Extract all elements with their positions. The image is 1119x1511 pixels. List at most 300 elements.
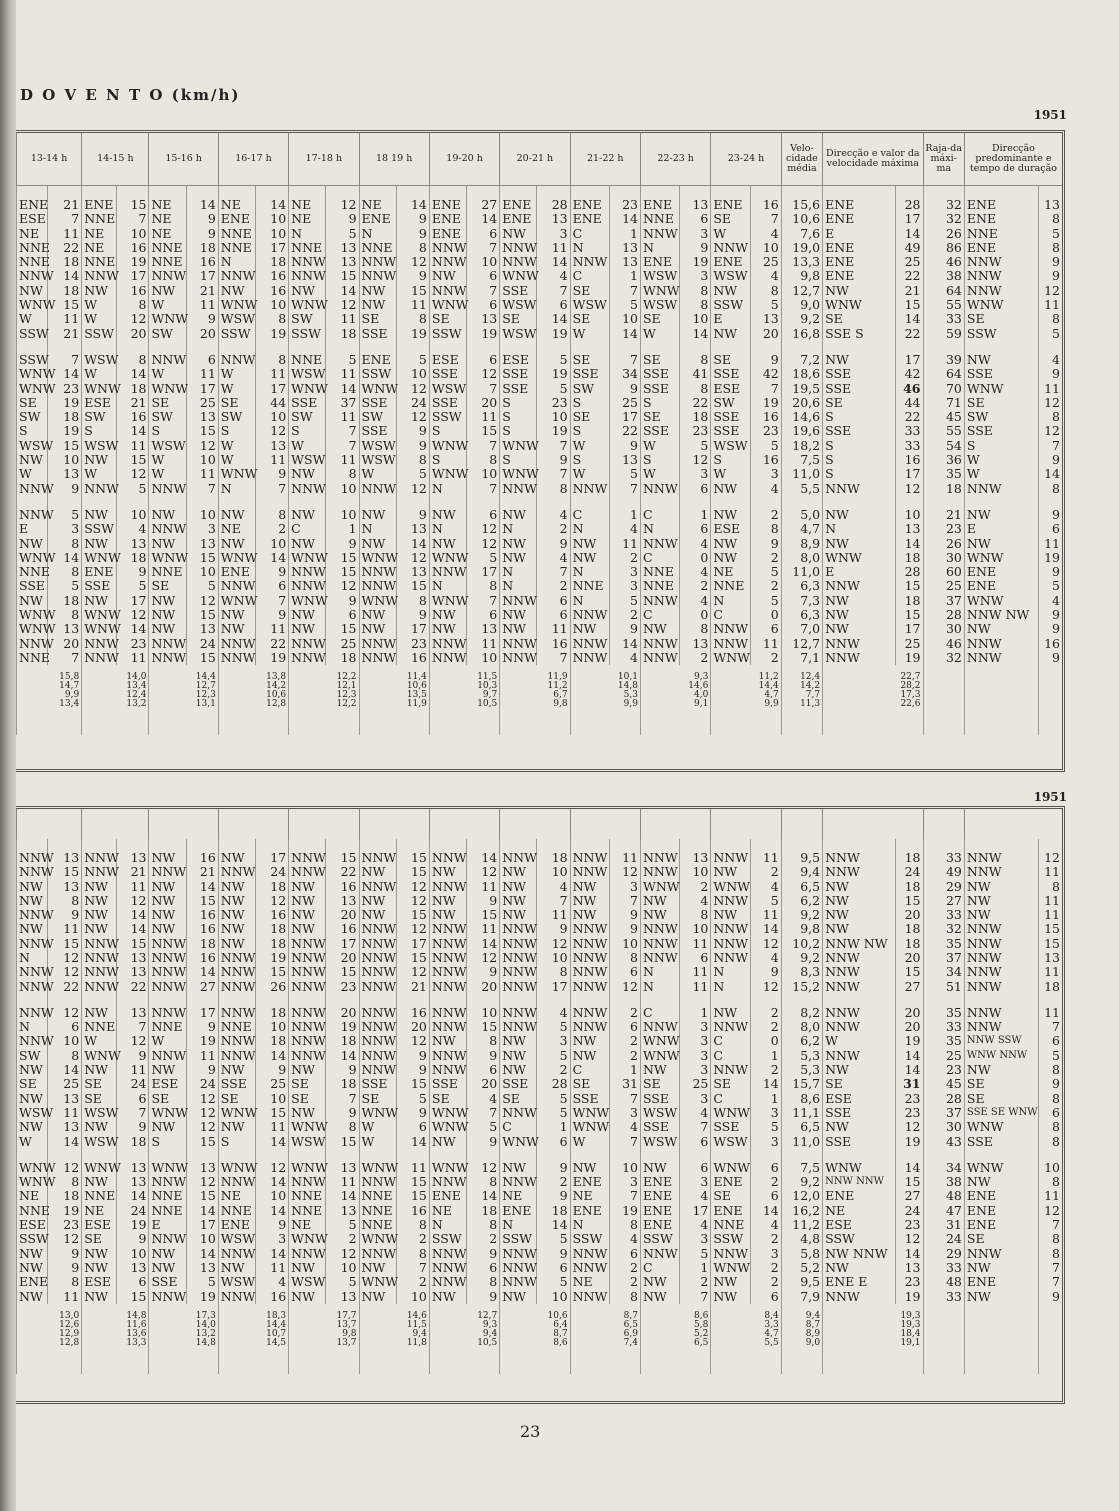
direction-cell: WSW	[82, 1106, 117, 1120]
direction-cell: W	[570, 1135, 609, 1149]
direction-cell: W	[711, 227, 750, 241]
direction-cell: N	[218, 255, 255, 269]
value-cell: 21	[117, 865, 149, 879]
table-row	[17, 1204, 1063, 1218]
direction-cell: S	[823, 439, 895, 453]
value-cell: 8,9	[781, 537, 822, 551]
direction-cell: WSW	[500, 298, 537, 312]
value-cell: 14	[467, 1189, 500, 1203]
value-cell: 7	[609, 894, 640, 908]
value-cell: 10	[537, 410, 570, 424]
direction-cell: WNW	[711, 651, 750, 665]
direction-cell: NE	[570, 1275, 609, 1289]
direction-cell: C	[711, 608, 750, 622]
value-cell: 5	[396, 1092, 429, 1106]
direction-cell: S	[500, 396, 537, 410]
value-cell: 23	[609, 198, 640, 212]
value-cell: 10	[117, 508, 149, 522]
value-cell: 15,6	[781, 198, 822, 212]
value-cell: 8,6	[781, 1092, 822, 1106]
direction-cell: NW	[17, 1063, 48, 1077]
direction-cell: NW	[359, 608, 396, 622]
empty-cell	[1039, 665, 1062, 735]
table-top	[16, 133, 1062, 735]
table-row	[17, 298, 1063, 312]
value-cell: 12	[117, 608, 149, 622]
value-cell: 19	[537, 424, 570, 438]
value-cell: 15	[186, 424, 218, 438]
value-cell: 9,2	[781, 951, 822, 965]
value-cell: 15	[396, 865, 429, 879]
table-row	[17, 467, 1063, 481]
direction-cell: SSE	[711, 367, 750, 381]
direction-cell: NNW	[359, 1049, 396, 1063]
value-cell: 11	[1039, 382, 1062, 396]
direction-cell: NW	[640, 1063, 679, 1077]
value-cell: 18,6	[781, 367, 822, 381]
direction-cell: NNW	[218, 637, 255, 651]
direction-cell: SE	[823, 312, 895, 326]
direction-cell: W	[149, 453, 186, 467]
direction-cell: C	[640, 1006, 679, 1020]
value-cell: 9	[609, 382, 640, 396]
value-cell: 11	[186, 1049, 218, 1063]
value-cell: 14	[895, 1161, 923, 1175]
direction-cell: WSW	[429, 382, 466, 396]
value-cell: 12	[467, 951, 500, 965]
direction-cell: SSE	[429, 1077, 466, 1091]
direction-cell: S	[218, 424, 255, 438]
direction-cell: NW	[500, 1063, 537, 1077]
direction-cell: NW	[570, 908, 609, 922]
direction-cell: SSW	[82, 327, 117, 341]
direction-cell: NNW	[964, 951, 1039, 965]
value-cell: 6	[467, 269, 500, 283]
value-cell: 18	[48, 255, 82, 269]
table-row	[17, 922, 1063, 936]
value-cell: 8	[1039, 241, 1062, 255]
value-cell: 13	[326, 1161, 359, 1175]
direction-cell: NNW	[500, 937, 537, 951]
direction-cell: NNW	[500, 637, 537, 651]
direction-cell: WNW	[640, 1034, 679, 1048]
value-cell: 13	[256, 439, 289, 453]
direction-cell: NNW	[500, 951, 537, 965]
value-cell: 25	[923, 579, 964, 593]
direction-cell: NNW	[711, 894, 750, 908]
direction-cell: NNE	[149, 241, 186, 255]
value-cell: 23	[537, 396, 570, 410]
direction-cell: NNW	[17, 937, 48, 951]
value-cell: 13	[609, 453, 640, 467]
average-value: 5,8	[694, 1319, 709, 1330]
direction-cell: NNW	[218, 1290, 255, 1304]
direction-cell: NW	[711, 1275, 750, 1289]
value-cell: 6	[396, 1120, 429, 1134]
direction-cell: NNE	[218, 1204, 255, 1218]
value-cell: 8	[396, 453, 429, 467]
direction-cell: ENE	[570, 1204, 609, 1218]
value-cell: 8	[117, 298, 149, 312]
value-cell: 16	[117, 284, 149, 298]
value-cell: 37	[326, 396, 359, 410]
value-cell: 1	[537, 1120, 570, 1134]
value-cell: 11	[326, 410, 359, 424]
value-cell: 2	[750, 579, 781, 593]
value-cell: 15	[895, 298, 923, 312]
value-cell: 23	[750, 424, 781, 438]
value-cell: 6	[467, 508, 500, 522]
direction-cell: NNW	[570, 255, 609, 269]
direction-cell: NNW	[823, 1006, 895, 1020]
direction-cell: ENE	[500, 198, 537, 212]
value-cell: 11	[680, 965, 711, 979]
average-value: 14,4	[758, 681, 779, 692]
value-cell: 15	[1039, 937, 1062, 951]
direction-cell: NNW	[17, 482, 48, 496]
direction-cell: NNE	[640, 212, 679, 226]
value-cell: 1	[750, 1092, 781, 1106]
value-cell: 22	[680, 396, 711, 410]
value-cell: 8,2	[781, 1006, 822, 1020]
value-cell: 6	[467, 1261, 500, 1275]
table-row	[17, 1218, 1063, 1232]
direction-cell: W	[17, 1135, 48, 1149]
average-value: 12,4	[126, 690, 147, 701]
direction-cell: NNW	[289, 637, 326, 651]
value-cell: 7	[326, 424, 359, 438]
value-cell: 15	[467, 424, 500, 438]
value-cell: 23	[895, 1275, 923, 1289]
value-cell: 9	[467, 1135, 500, 1149]
direction-cell: NW	[17, 1247, 48, 1261]
direction-cell: S	[964, 439, 1039, 453]
direction-cell: NW	[500, 1290, 537, 1304]
direction-cell: N	[429, 579, 466, 593]
direction-cell: NNW	[149, 353, 186, 367]
average-value: 10,3	[477, 681, 498, 692]
direction-cell: NW	[218, 908, 255, 922]
direction-cell: SW	[17, 410, 48, 424]
value-cell: 18	[326, 327, 359, 341]
value-cell: 24	[256, 865, 289, 879]
value-cell: 13	[186, 622, 218, 636]
value-cell: 19	[1039, 551, 1062, 565]
direction-cell: NW	[359, 865, 396, 879]
table-row	[17, 353, 1063, 367]
value-cell: 9	[48, 908, 82, 922]
average-value: 12,9	[59, 1328, 80, 1339]
direction-cell: NW	[570, 894, 609, 908]
value-cell: 6	[467, 298, 500, 312]
direction-cell: SSE	[359, 424, 396, 438]
value-cell: 14	[609, 327, 640, 341]
value-cell: 30	[923, 551, 964, 565]
value-cell: 8,0	[781, 1020, 822, 1034]
direction-cell: SSE	[711, 1120, 750, 1134]
value-cell: 18	[326, 1077, 359, 1091]
direction-cell: NNW	[570, 965, 609, 979]
value-cell: 19	[117, 255, 149, 269]
direction-cell: NW	[500, 1161, 537, 1175]
value-cell: 15	[326, 565, 359, 579]
direction-cell: SSW	[218, 327, 255, 341]
value-cell: 2	[609, 1006, 640, 1020]
direction-cell: ENE	[711, 255, 750, 269]
average-value: 9,8	[342, 1328, 357, 1339]
direction-cell: NW	[823, 508, 895, 522]
value-cell: 13	[117, 1261, 149, 1275]
value-cell: 16	[117, 410, 149, 424]
direction-cell: ESE	[823, 1092, 895, 1106]
value-cell: 15,2	[781, 980, 822, 994]
average-cell	[359, 1304, 429, 1374]
direction-cell: SE	[964, 396, 1039, 410]
value-cell: 37	[923, 1106, 964, 1120]
value-cell: 5	[117, 482, 149, 496]
direction-cell: NNW	[500, 482, 537, 496]
direction-cell: W	[289, 439, 326, 453]
value-cell: 16	[750, 453, 781, 467]
value-cell: 33	[923, 851, 964, 865]
value-cell: 12	[467, 1161, 500, 1175]
direction-cell: NNW	[17, 637, 48, 651]
value-cell: 15	[186, 608, 218, 622]
direction-cell: NW	[500, 608, 537, 622]
value-cell: 12	[326, 1247, 359, 1261]
value-cell: 4,7	[781, 522, 822, 536]
direction-cell: WNW	[82, 551, 117, 565]
direction-cell: NNE	[149, 255, 186, 269]
direction-cell: ENE	[429, 227, 466, 241]
direction-cell: NNW	[500, 1006, 537, 1020]
value-cell: 0	[680, 551, 711, 565]
value-cell: 6	[467, 1063, 500, 1077]
direction-cell: NNW	[964, 269, 1039, 283]
value-cell: 15	[396, 284, 429, 298]
value-cell: 8	[48, 565, 82, 579]
value-cell: 5	[396, 353, 429, 367]
value-cell: 5	[750, 894, 781, 908]
direction-cell: NNW	[640, 651, 679, 665]
value-cell: 30	[923, 622, 964, 636]
direction-cell: NE	[17, 1189, 48, 1203]
value-cell: 15	[117, 198, 149, 212]
value-cell: 13	[186, 410, 218, 424]
average-cell	[82, 665, 149, 735]
direction-cell: NNW	[289, 651, 326, 665]
value-cell: 16	[186, 922, 218, 936]
direction-cell: WNW	[149, 1161, 186, 1175]
direction-cell: WNW	[149, 382, 186, 396]
value-cell: 6	[609, 965, 640, 979]
value-cell: 34	[923, 1161, 964, 1175]
direction-cell: WNW	[289, 594, 326, 608]
value-cell: 21	[186, 865, 218, 879]
direction-cell: WSW	[218, 1232, 255, 1246]
value-cell: 7	[117, 1020, 149, 1034]
value-cell: 16	[396, 651, 429, 665]
value-cell: 10	[256, 1092, 289, 1106]
column-header: Raja-da máxi-ma	[923, 133, 964, 186]
value-cell: 10	[256, 1020, 289, 1034]
value-cell: 6,5	[781, 1120, 822, 1134]
direction-cell: N	[570, 594, 609, 608]
value-cell: 11	[256, 367, 289, 381]
value-cell: 28	[895, 565, 923, 579]
column-header: 13-14 h	[17, 133, 82, 186]
direction-cell: NNW	[17, 965, 48, 979]
direction-cell: W	[570, 327, 609, 341]
value-cell: 9	[256, 565, 289, 579]
direction-cell: WNW	[500, 1135, 537, 1149]
direction-cell: C	[570, 227, 609, 241]
value-cell: 6	[537, 608, 570, 622]
value-cell: 14	[326, 1049, 359, 1063]
direction-cell: W	[359, 467, 396, 481]
direction-cell: WNW	[359, 382, 396, 396]
value-cell: 14	[186, 965, 218, 979]
value-cell: 3	[48, 522, 82, 536]
direction-cell: WSW	[289, 453, 326, 467]
table-row	[17, 482, 1063, 496]
value-cell: 5	[48, 579, 82, 593]
value-cell: 7	[680, 1120, 711, 1134]
direction-cell: NW	[711, 1006, 750, 1020]
direction-cell: SE	[964, 312, 1039, 326]
direction-cell: NNW	[570, 980, 609, 994]
direction-cell: W	[82, 298, 117, 312]
average-cell	[218, 665, 288, 735]
direction-cell: NW	[823, 537, 895, 551]
direction-cell: ENE	[640, 1218, 679, 1232]
direction-cell: NW	[149, 922, 186, 936]
direction-cell: ESE	[17, 1218, 48, 1232]
direction-cell: W	[218, 367, 255, 381]
value-cell: 5	[48, 508, 82, 522]
value-cell: 16	[537, 637, 570, 651]
value-cell: 5	[537, 1092, 570, 1106]
average-value: 11,6	[126, 1319, 147, 1330]
column-header: 23-24 h	[711, 133, 781, 186]
value-cell: 20	[326, 951, 359, 965]
value-cell: 14	[537, 255, 570, 269]
direction-cell: ESE	[82, 396, 117, 410]
direction-cell: NNW	[149, 965, 186, 979]
direction-cell: WNW	[359, 594, 396, 608]
direction-cell: SSW	[500, 1232, 537, 1246]
direction-cell: S	[500, 453, 537, 467]
value-cell: 8	[256, 353, 289, 367]
direction-cell: NW	[82, 880, 117, 894]
average-value: 4,7	[764, 1328, 779, 1339]
value-cell: 9	[396, 439, 429, 453]
direction-cell: WNW	[964, 594, 1039, 608]
value-cell: 12,0	[781, 1189, 822, 1203]
value-cell: 4	[1039, 353, 1062, 367]
direction-cell: NNW	[289, 1020, 326, 1034]
value-cell: 20,6	[781, 396, 822, 410]
direction-cell: NNW	[500, 851, 537, 865]
value-cell: 16	[256, 269, 289, 283]
value-cell: 18	[537, 1204, 570, 1218]
value-cell: 14	[609, 212, 640, 226]
value-cell: 5	[396, 467, 429, 481]
value-cell: 25	[48, 1077, 82, 1091]
value-cell: 7,9	[781, 1290, 822, 1304]
value-cell: 12	[186, 439, 218, 453]
direction-cell: S	[149, 1135, 186, 1149]
value-cell: 9	[396, 212, 429, 226]
value-cell: 12	[467, 537, 500, 551]
value-cell: 8	[537, 965, 570, 979]
direction-cell: W	[149, 298, 186, 312]
average-value: 7,7	[805, 690, 821, 701]
value-cell: 8	[326, 1120, 359, 1134]
column-header: 14-15 h	[82, 133, 149, 186]
value-cell: 21	[48, 327, 82, 341]
empty-cell	[1039, 1304, 1062, 1374]
direction-cell: NW	[823, 922, 895, 936]
direction-cell: NW	[82, 1261, 117, 1275]
value-cell: 18	[923, 482, 964, 496]
direction-cell: NW	[964, 353, 1039, 367]
average-value: 12,3	[195, 690, 216, 701]
direction-cell: ENE	[964, 198, 1039, 212]
direction-cell: NNE	[640, 579, 679, 593]
value-cell: 23	[895, 1218, 923, 1232]
value-cell: 14	[117, 622, 149, 636]
average-value: 14,0	[126, 672, 147, 683]
value-cell: 59	[923, 327, 964, 341]
direction-cell: NNW	[289, 865, 326, 879]
table-row	[17, 1175, 1063, 1189]
value-cell: 9	[1039, 508, 1062, 522]
value-cell: 12	[186, 1175, 218, 1189]
direction-cell: SE	[964, 1077, 1039, 1091]
value-cell: 55	[923, 298, 964, 312]
value-cell: 9,5	[781, 851, 822, 865]
direction-cell: SE	[964, 1092, 1039, 1106]
direction-cell: NNW	[82, 865, 117, 879]
direction-cell: ENE	[711, 198, 750, 212]
direction-cell: NNW	[17, 1006, 48, 1020]
value-cell: 6	[537, 1135, 570, 1149]
value-cell: 11	[117, 651, 149, 665]
value-cell: 14	[186, 1247, 218, 1261]
average-value: 12,1	[336, 681, 357, 692]
direction-cell: SE	[149, 396, 186, 410]
direction-cell: WNW	[429, 1161, 466, 1175]
value-cell: 9	[396, 227, 429, 241]
direction-cell: NW	[82, 1175, 117, 1189]
value-cell: 3	[680, 227, 711, 241]
average-value: 11,5	[406, 1319, 427, 1330]
value-cell: 4	[750, 269, 781, 283]
value-cell: 19	[326, 1020, 359, 1034]
direction-cell: NW	[500, 880, 537, 894]
direction-cell: NNW	[429, 1063, 466, 1077]
value-cell: 6	[680, 482, 711, 496]
direction-cell: W	[218, 382, 255, 396]
value-cell: 70	[923, 382, 964, 396]
value-cell: 17	[186, 1006, 218, 1020]
value-cell: 4	[680, 594, 711, 608]
direction-cell: NNW	[429, 851, 466, 865]
value-cell: 48	[923, 1275, 964, 1289]
direction-cell: SSW	[17, 353, 48, 367]
direction-cell: SE	[570, 353, 609, 367]
